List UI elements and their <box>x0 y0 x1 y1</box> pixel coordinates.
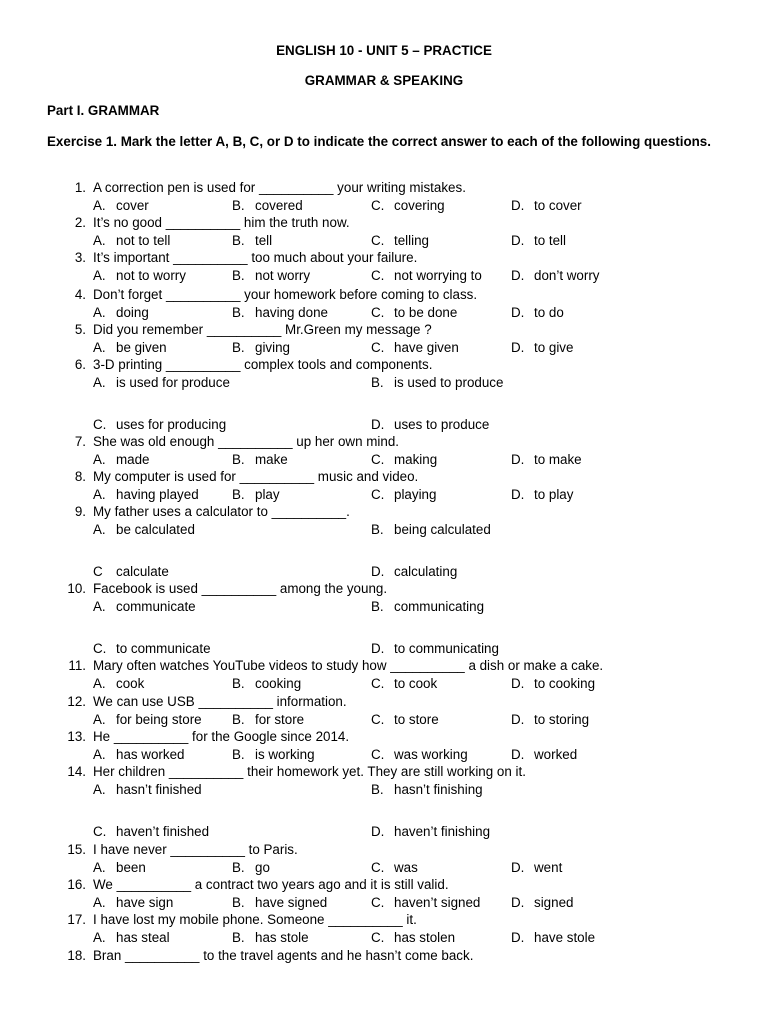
option-letter: B. <box>232 268 245 283</box>
answer-option[interactable] <box>93 375 230 391</box>
option-letter: B. <box>371 522 384 537</box>
question-text: Did you remember __________ Mr.Green my message ? <box>93 322 432 337</box>
answer-option[interactable] <box>371 712 439 728</box>
answer-option[interactable] <box>93 198 149 214</box>
question-number: 8. <box>74 469 86 484</box>
answer-option[interactable] <box>93 860 146 876</box>
question-number: 7. <box>74 434 86 449</box>
page-subtitle: GRAMMAR & SPEAKING <box>304 73 464 88</box>
option-text: to cover <box>534 198 582 213</box>
answer-option[interactable] <box>93 712 202 728</box>
question-number: 12. <box>67 694 86 709</box>
answer-option[interactable] <box>93 895 173 911</box>
answer-option[interactable] <box>511 487 573 503</box>
question-number: 10. <box>67 581 86 596</box>
option-text: hasn’t finished <box>116 782 202 797</box>
option-letter: D. <box>371 824 385 839</box>
answer-option[interactable] <box>371 305 457 321</box>
option-letter: B. <box>232 895 245 910</box>
option-text: cover <box>116 198 149 213</box>
answer-option[interactable] <box>232 305 328 321</box>
option-text: have signed <box>255 895 328 910</box>
option-letter: A. <box>93 930 106 945</box>
question-text: A correction pen is used for __________ your writing mistakes. <box>93 180 466 195</box>
question-number: 13. <box>67 729 86 744</box>
option-text: being calculated <box>394 522 491 537</box>
question-text: 3-D printing __________ complex tools and components. <box>93 357 433 372</box>
option-letter: D. <box>511 198 525 213</box>
answer-option[interactable] <box>371 860 418 876</box>
option-letter: A. <box>93 712 106 727</box>
option-text: have stole <box>534 930 596 945</box>
exercise-instructions: Exercise 1. Mark the letter A, B, C, or D to indicate the correct answer to each of the following questions. <box>47 134 711 149</box>
option-text: communicate <box>116 599 196 614</box>
answer-option[interactable] <box>371 782 483 798</box>
answer-option[interactable] <box>232 712 304 728</box>
question-text: I have never __________ to Paris. <box>93 842 298 857</box>
answer-option[interactable] <box>371 268 482 284</box>
answer-option[interactable] <box>232 340 290 356</box>
option-letter: C. <box>371 305 385 320</box>
option-letter: D. <box>371 564 385 579</box>
answer-option[interactable] <box>511 198 582 214</box>
option-letter: A. <box>93 305 106 320</box>
answer-option[interactable] <box>93 782 202 798</box>
option-letter: D. <box>511 676 525 691</box>
answer-option[interactable] <box>511 268 600 284</box>
option-letter: B. <box>232 233 245 248</box>
answer-option[interactable] <box>93 452 150 468</box>
question-number: 15. <box>67 842 86 857</box>
option-letter: B. <box>232 747 245 762</box>
page-title: ENGLISH 10 - UNIT 5 – PRACTICE <box>276 43 492 58</box>
option-text: cooking <box>255 676 302 691</box>
answer-option[interactable] <box>232 487 280 503</box>
option-text: haven’t finished <box>116 824 210 839</box>
answer-option[interactable] <box>511 233 566 249</box>
answer-option[interactable] <box>371 895 480 911</box>
option-text: telling <box>394 233 429 248</box>
option-letter: C. <box>93 417 107 432</box>
option-text: not worry <box>255 268 311 283</box>
question-number: 3. <box>74 250 86 265</box>
option-text: not to tell <box>116 233 171 248</box>
option-letter: C. <box>371 233 385 248</box>
option-text: not worrying to <box>394 268 482 283</box>
option-letter: B. <box>232 930 245 945</box>
option-text: hasn’t finishing <box>394 782 483 797</box>
option-letter: A. <box>93 522 106 537</box>
answer-option[interactable] <box>93 340 167 356</box>
answer-option[interactable] <box>511 340 573 356</box>
option-letter: A. <box>93 747 106 762</box>
answer-option[interactable] <box>371 747 468 763</box>
option-text: make <box>255 452 288 467</box>
answer-option[interactable] <box>511 860 562 876</box>
option-text: communicating <box>394 599 485 614</box>
option-letter: D. <box>511 233 525 248</box>
answer-option[interactable] <box>511 712 589 728</box>
question-text: We __________ a contract two years ago and it is still valid. <box>93 877 449 892</box>
answer-option[interactable] <box>511 452 582 468</box>
answer-option[interactable] <box>232 268 310 284</box>
question-text: I have lost my mobile phone. Someone __________ it. <box>93 912 417 927</box>
option-text: cook <box>116 676 145 691</box>
option-letter: B. <box>371 782 384 797</box>
option-text: haven’t finishing <box>394 824 491 839</box>
option-text: went <box>534 860 563 875</box>
question-text: Don’t forget __________ your homework before coming to class. <box>93 287 478 302</box>
option-text: to give <box>534 340 574 355</box>
option-text: go <box>255 860 270 875</box>
option-text: is working <box>255 747 315 762</box>
answer-option[interactable] <box>232 747 315 763</box>
option-letter: A. <box>93 599 106 614</box>
answer-option[interactable] <box>232 198 303 214</box>
question-text: Mary often watches YouTube videos to study how __________ a dish or make a cake. <box>93 658 604 673</box>
answer-option[interactable] <box>93 564 169 580</box>
option-letter: C. <box>371 340 385 355</box>
option-text: signed <box>534 895 574 910</box>
option-text: covering <box>394 198 445 213</box>
option-text: to tell <box>534 233 567 248</box>
option-letter: C. <box>371 747 385 762</box>
answer-option[interactable] <box>93 233 170 249</box>
question-number: 5. <box>74 322 86 337</box>
option-letter: C. <box>93 824 107 839</box>
option-letter: A. <box>93 487 106 502</box>
option-text: to be done <box>394 305 458 320</box>
option-text: is used to produce <box>394 375 504 390</box>
option-letter: A. <box>93 233 106 248</box>
option-text: has worked <box>116 747 185 762</box>
answer-option[interactable] <box>371 641 499 657</box>
option-text: for store <box>255 712 305 727</box>
option-text: uses for producing <box>116 417 227 432</box>
answer-option[interactable] <box>232 676 301 692</box>
answer-option[interactable] <box>511 895 573 911</box>
question-text: He __________ for the Google since 2014. <box>93 729 350 744</box>
option-text: playing <box>394 487 437 502</box>
answer-option[interactable] <box>371 233 429 249</box>
answer-option[interactable] <box>371 375 503 391</box>
question-text: Bran __________ to the travel agents and he hasn’t come back. <box>93 948 474 963</box>
option-letter: D. <box>511 305 525 320</box>
answer-option[interactable] <box>93 641 211 657</box>
part-heading: Part I. GRAMMAR <box>47 103 160 118</box>
option-text: to play <box>534 487 574 502</box>
answer-option[interactable] <box>93 487 199 503</box>
answer-option[interactable] <box>93 824 209 840</box>
question-number: 9. <box>74 504 86 519</box>
answer-option[interactable] <box>371 930 455 946</box>
question-number: 1. <box>74 180 86 195</box>
option-text: to cook <box>394 676 438 691</box>
option-letter: C. <box>371 712 385 727</box>
option-letter: B. <box>232 198 245 213</box>
option-text: having played <box>116 487 199 502</box>
option-letter: B. <box>371 599 384 614</box>
option-letter: A. <box>93 860 106 875</box>
answer-option[interactable] <box>232 860 270 876</box>
option-letter: A. <box>93 782 106 797</box>
option-text: to communicate <box>116 641 211 656</box>
option-letter: D. <box>511 747 525 762</box>
option-letter: A. <box>93 375 106 390</box>
option-letter: D. <box>371 417 385 432</box>
option-text: be calculated <box>116 522 195 537</box>
question-number: 14. <box>67 764 86 779</box>
answer-option[interactable] <box>371 599 484 615</box>
option-letter: D. <box>511 895 525 910</box>
answer-option[interactable] <box>371 452 437 468</box>
question-text: Facebook is used __________ among the young. <box>93 581 388 596</box>
option-letter: D. <box>511 712 525 727</box>
option-text: uses to produce <box>394 417 490 432</box>
question-number: 11. <box>68 658 86 673</box>
option-text: has steal <box>116 930 170 945</box>
option-letter: C. <box>371 676 385 691</box>
option-text: having done <box>255 305 328 320</box>
answer-option[interactable] <box>232 930 309 946</box>
option-text: tell <box>255 233 273 248</box>
answer-option[interactable] <box>371 417 489 433</box>
question-number: 18. <box>67 948 86 963</box>
option-text: made <box>116 452 150 467</box>
option-letter: B. <box>371 375 384 390</box>
answer-option[interactable] <box>511 676 595 692</box>
option-letter: D. <box>511 487 525 502</box>
question-text: It’s no good __________ him the truth now. <box>93 215 350 230</box>
option-text: calculating <box>394 564 458 579</box>
option-letter: C. <box>371 487 385 502</box>
option-text: have given <box>394 340 459 355</box>
answer-option[interactable] <box>93 417 226 433</box>
question-number: 4. <box>74 287 86 302</box>
question-text: She was old enough __________ up her own mind. <box>93 434 399 449</box>
answer-option[interactable] <box>511 747 577 763</box>
question-text: My computer is used for __________ music and video. <box>93 469 419 484</box>
option-letter: C. <box>371 198 385 213</box>
option-letter: B. <box>232 305 245 320</box>
option-text: calculate <box>116 564 169 579</box>
question-number: 2. <box>74 215 86 230</box>
answer-option[interactable] <box>371 676 437 692</box>
question-text: Her children __________ their homework yet. They are still working on it. <box>93 764 526 779</box>
option-letter: D. <box>511 860 525 875</box>
answer-option[interactable] <box>511 930 595 946</box>
option-text: doing <box>116 305 149 320</box>
option-text: to communicating <box>394 641 499 656</box>
option-text: to do <box>534 305 564 320</box>
answer-option[interactable] <box>93 522 195 538</box>
option-letter: A. <box>93 676 106 691</box>
option-letter: D. <box>371 641 385 656</box>
option-letter: A. <box>93 340 106 355</box>
answer-option[interactable] <box>93 676 144 692</box>
answer-option[interactable] <box>93 599 196 615</box>
option-text: to make <box>534 452 582 467</box>
option-text: not to worry <box>116 268 186 283</box>
option-text: to storing <box>534 712 590 727</box>
option-text: was <box>394 860 418 875</box>
answer-option[interactable] <box>93 268 186 284</box>
option-letter: A. <box>93 895 106 910</box>
question-text: We can use USB __________ information. <box>93 694 347 709</box>
answer-option[interactable] <box>371 564 457 580</box>
answer-option[interactable] <box>93 305 149 321</box>
option-text: be given <box>116 340 167 355</box>
question-number: 16. <box>67 877 86 892</box>
option-letter: C. <box>371 268 385 283</box>
answer-option[interactable] <box>371 824 490 840</box>
answer-option[interactable] <box>232 233 272 249</box>
option-text: has stole <box>255 930 309 945</box>
option-text: for being store <box>116 712 202 727</box>
option-letter: D. <box>511 268 525 283</box>
option-letter: C. <box>93 641 107 656</box>
option-letter: A. <box>93 268 106 283</box>
option-text: haven’t signed <box>394 895 481 910</box>
option-letter: B. <box>232 676 245 691</box>
option-text: making <box>394 452 438 467</box>
answer-option[interactable] <box>371 340 459 356</box>
option-letter: A. <box>93 452 106 467</box>
option-text: was working <box>394 747 468 762</box>
option-letter: C. <box>371 930 385 945</box>
answer-option[interactable] <box>232 895 327 911</box>
option-text: been <box>116 860 146 875</box>
answer-option[interactable] <box>232 452 288 468</box>
option-letter: A. <box>93 198 106 213</box>
option-letter: D. <box>511 452 525 467</box>
option-text: has stolen <box>394 930 456 945</box>
option-text: to cooking <box>534 676 596 691</box>
question-number: 6. <box>74 357 86 372</box>
option-text: covered <box>255 198 303 213</box>
question-text: It’s important __________ too much about your failure. <box>93 250 418 265</box>
option-letter: D. <box>511 340 525 355</box>
option-letter: B. <box>232 860 245 875</box>
question-text: My father uses a calculator to __________. <box>93 504 350 519</box>
option-letter: C. <box>371 895 385 910</box>
answer-option[interactable] <box>93 747 184 763</box>
option-text: have sign <box>116 895 174 910</box>
answer-option[interactable] <box>371 487 436 503</box>
option-letter: C. <box>371 860 385 875</box>
option-letter: C. <box>371 452 385 467</box>
option-letter: B. <box>232 340 245 355</box>
option-letter: D. <box>511 930 525 945</box>
option-letter: B. <box>232 712 245 727</box>
answer-option[interactable] <box>371 198 445 214</box>
option-text: to store <box>394 712 439 727</box>
option-letter: B. <box>232 452 245 467</box>
answer-option[interactable] <box>371 522 491 538</box>
answer-option[interactable] <box>511 305 564 321</box>
option-text: don’t worry <box>534 268 600 283</box>
option-text: giving <box>255 340 290 355</box>
option-letter: C <box>93 564 103 579</box>
answer-option[interactable] <box>93 930 170 946</box>
option-text: worked <box>534 747 578 762</box>
option-text: play <box>255 487 280 502</box>
option-letter: B. <box>232 487 245 502</box>
question-number: 17. <box>67 912 86 927</box>
option-text: is used for produce <box>116 375 230 390</box>
